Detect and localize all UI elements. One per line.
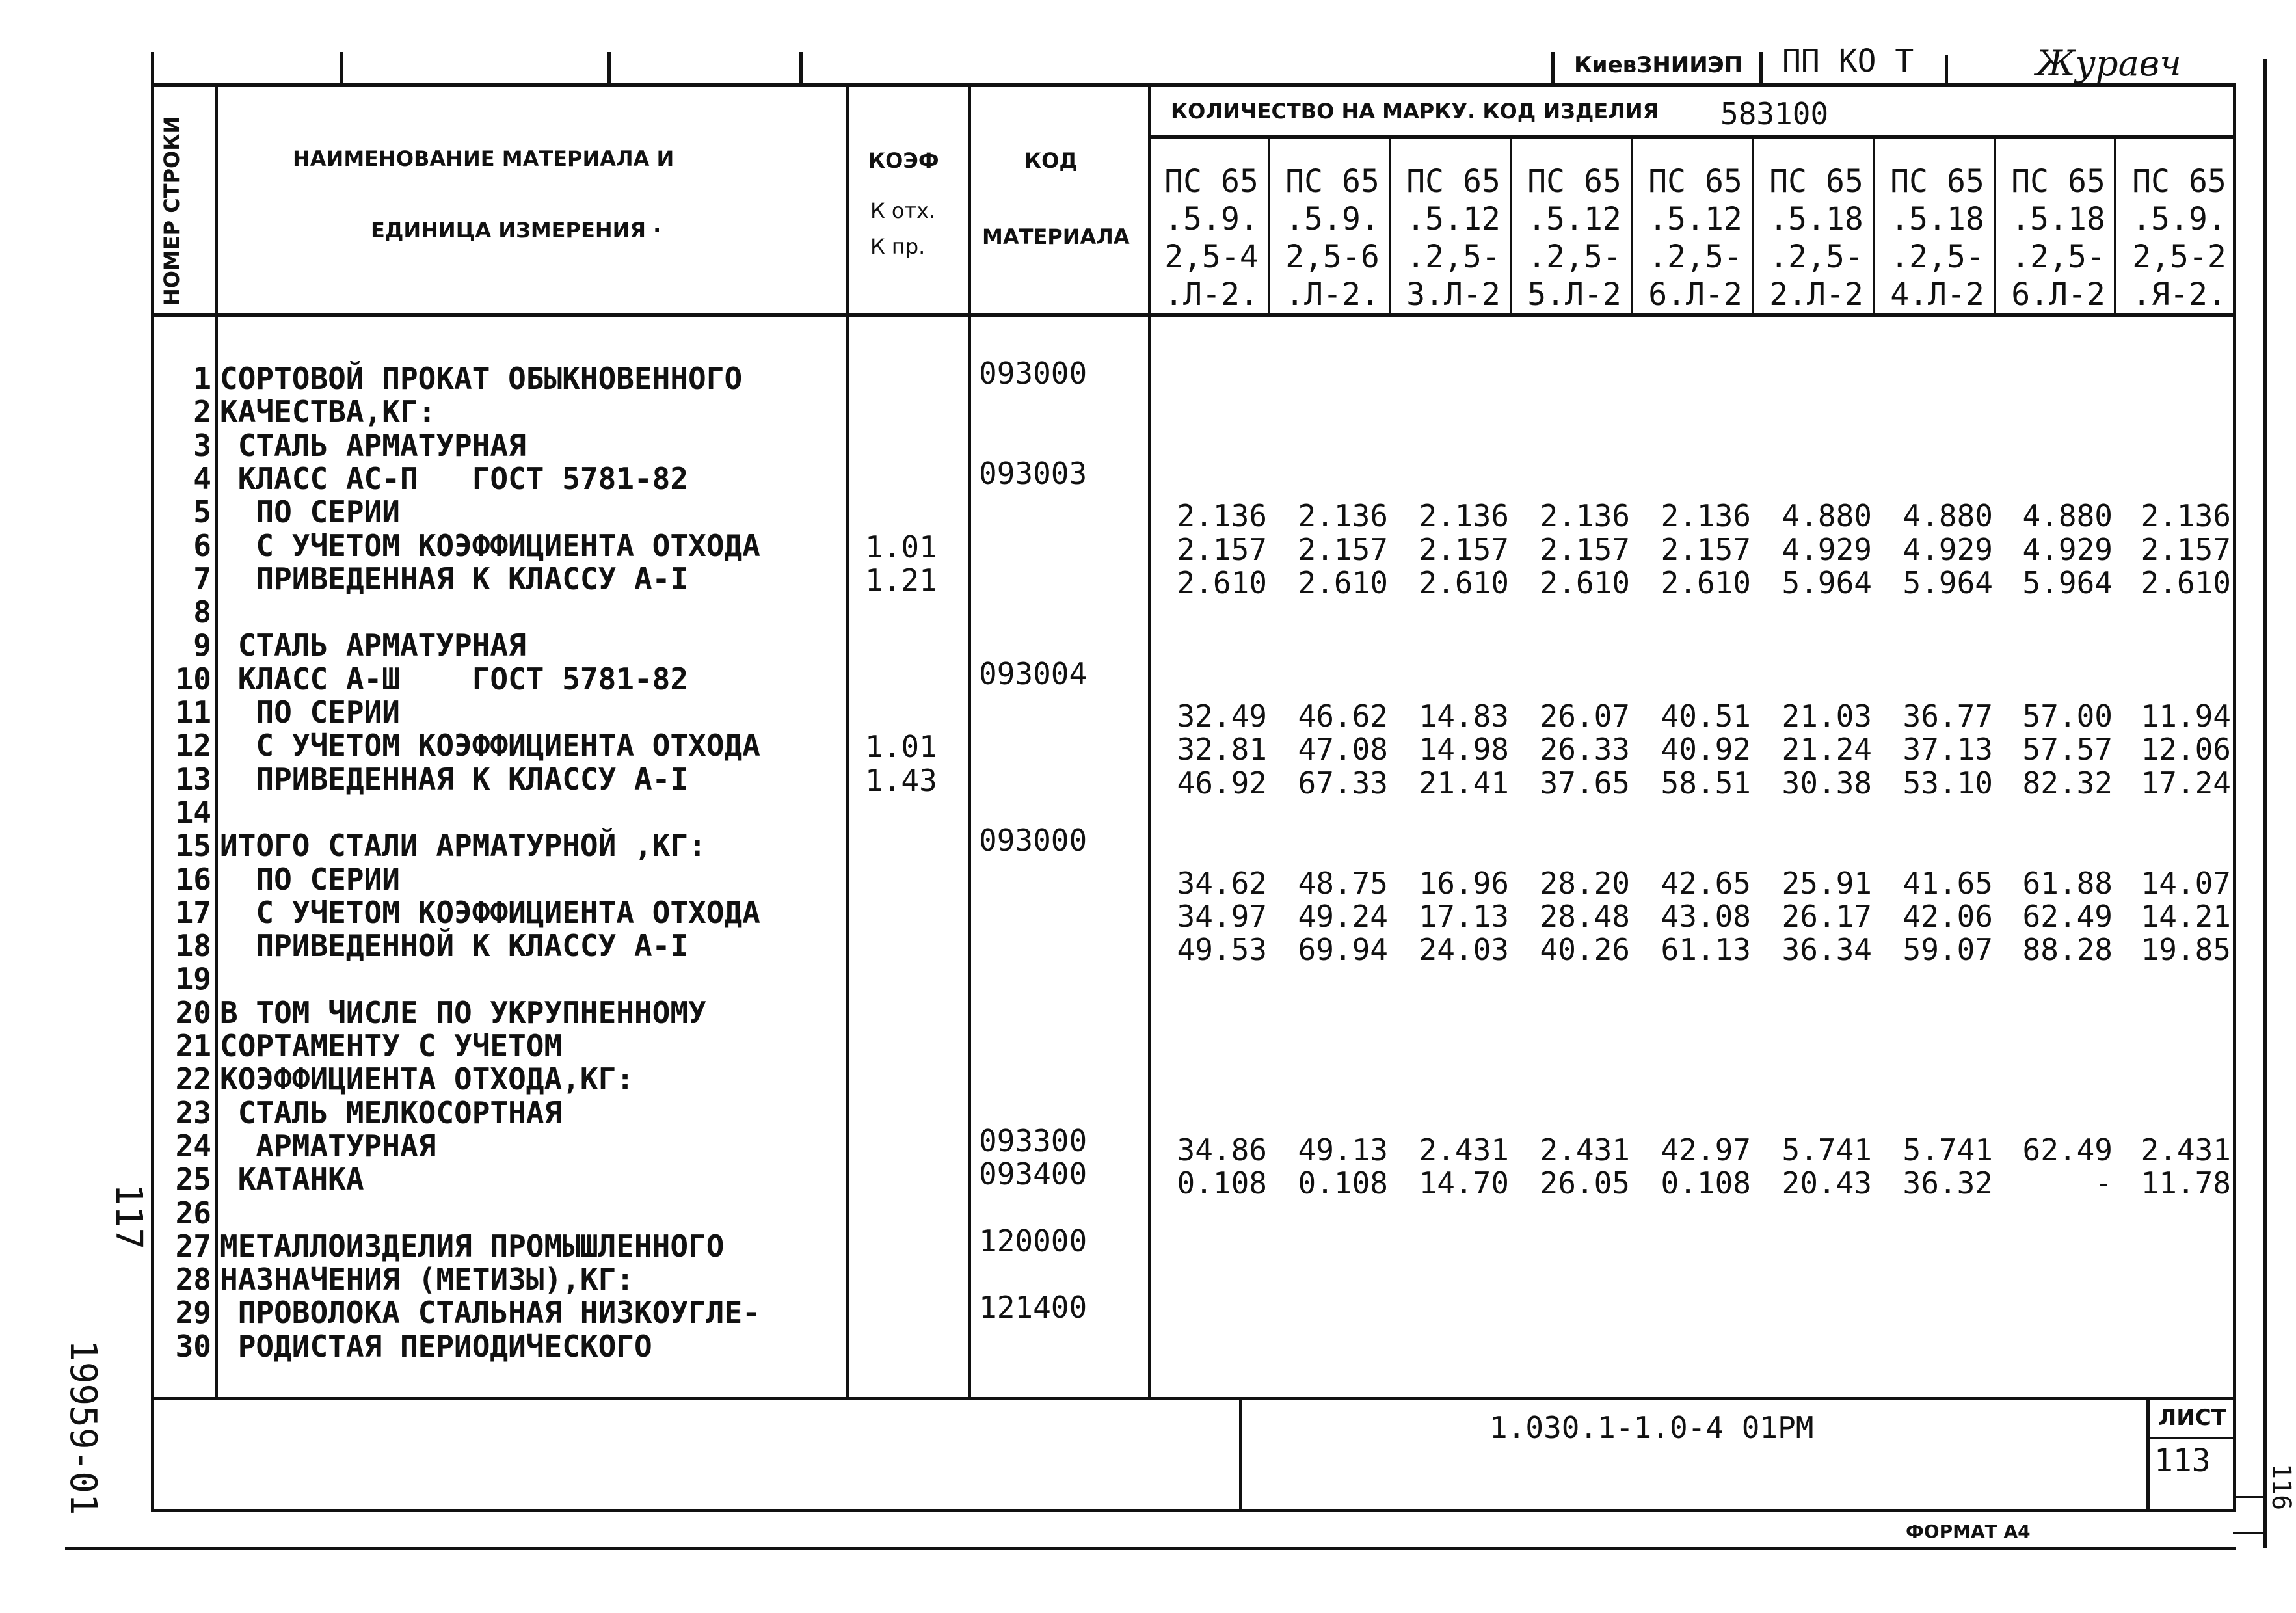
row-number: 23 (175, 1095, 211, 1130)
row-value: 2.157 (2141, 532, 2231, 567)
row-value: 40.92 (1661, 732, 1751, 767)
product-mark-label: .Л-2. (1164, 276, 1259, 313)
row-value: 5.964 (1902, 565, 1993, 600)
row-value: 34.86 (1177, 1132, 1267, 1167)
row-number: 11 (175, 695, 211, 730)
format-label: ФОРМАТ А4 (1906, 1521, 2031, 1542)
row-material-name: С УЧЕТОМ КОЭФФИЦИЕНТА ОТХОДА (220, 528, 760, 563)
product-mark-label: .2,5- (1890, 239, 1984, 275)
product-mark-label: 6.Л-2 (1648, 276, 1742, 313)
row-coefficient: 1.21 (865, 563, 937, 598)
row-number: 3 (193, 428, 211, 463)
row-number: 22 (175, 1061, 211, 1097)
product-mark-label: .Л-2. (1285, 276, 1380, 313)
row-value: - (2094, 1166, 2113, 1201)
row-value: 57.57 (2022, 732, 2113, 767)
row-value: 88.28 (2022, 932, 2113, 967)
row-value: 0.108 (1177, 1166, 1267, 1201)
row-number: 2 (193, 394, 211, 429)
row-value: 40.51 (1661, 699, 1751, 734)
row-value: 17.24 (2141, 766, 2231, 801)
row-material-name: ПРОВОЛОКА СТАЛЬНАЯ НИЗКОУГЛЕ- (220, 1295, 760, 1330)
row-value: 14.21 (2141, 899, 2231, 934)
row-material-name: РОДИСТАЯ ПЕРИОДИЧЕСКОГО (220, 1329, 652, 1364)
row-value: 14.83 (1419, 699, 1509, 734)
row-number: 17 (175, 895, 211, 930)
row-material-name: С УЧЕТОМ КОЭФФИЦИЕНТА ОТХОДА (220, 728, 760, 763)
row-value: 0.108 (1661, 1166, 1751, 1201)
sheet-number: 113 (2154, 1443, 2211, 1479)
row-number: 15 (175, 828, 211, 863)
qty-header: КОЛИЧЕСТВО НА МАРКУ. КОД ИЗДЕЛИЯ (1171, 99, 1659, 124)
row-value: 2.136 (1661, 498, 1751, 533)
row-value: 26.33 (1540, 732, 1630, 767)
row-value: 4.929 (1902, 532, 1993, 567)
row-value: 2.157 (1540, 532, 1630, 567)
row-material-name: СТАЛЬ АРМАТУРНАЯ (220, 628, 526, 663)
row-value: 40.26 (1540, 932, 1630, 967)
row-value: 2.157 (1177, 532, 1267, 567)
row-material-name: ПРИВЕДЕННОЙ К КЛАССУ А-I (220, 928, 689, 963)
row-number-header: НОМЕР СТРОКИ (159, 116, 184, 306)
row-value: 67.33 (1298, 766, 1388, 801)
row-material-code: 093000 (979, 823, 1088, 858)
row-value: 61.88 (2022, 866, 2113, 901)
row-value: 42.97 (1661, 1132, 1751, 1167)
product-mark-label: ПС 65 (1769, 163, 1863, 200)
row-material-name: СТАЛЬ МЕЛКОСОРТНАЯ (220, 1095, 563, 1130)
product-mark-label: ПС 65 (1648, 163, 1742, 200)
row-material-name: КАТАНКА (220, 1162, 364, 1197)
row-value: 2.136 (1177, 498, 1267, 533)
product-mark-label: .2,5- (1648, 239, 1742, 275)
row-value: 32.49 (1177, 699, 1267, 734)
product-mark-label: .5.18 (2011, 201, 2105, 237)
row-number: 4 (193, 461, 211, 496)
row-number: 14 (175, 795, 211, 830)
row-value: 2.610 (1419, 565, 1509, 600)
row-material-name: ИТОГО СТАЛИ АРМАТУРНОЙ ,КГ: (220, 828, 706, 863)
product-mark-label: .5.9. (2132, 201, 2226, 237)
row-number: 26 (175, 1195, 211, 1231)
row-value: 2.610 (1661, 565, 1751, 600)
row-number: 12 (175, 728, 211, 763)
row-value: 2.610 (1298, 565, 1388, 600)
code-header-line2: МАТЕРИАЛА (982, 224, 1130, 249)
row-value: 5.741 (1782, 1132, 1872, 1167)
row-value: 2.136 (2141, 498, 2231, 533)
row-value: 57.00 (2022, 699, 2113, 734)
row-number: 25 (175, 1162, 211, 1197)
row-material-code: 093000 (979, 356, 1088, 391)
row-value: 21.24 (1782, 732, 1872, 767)
row-value: 2.157 (1298, 532, 1388, 567)
product-mark-label: .5.18 (1890, 201, 1984, 237)
row-number: 7 (193, 561, 211, 596)
row-value: 49.53 (1177, 932, 1267, 967)
row-material-name: НАЗНАЧЕНИЯ (МЕТИЗЫ),КГ: (220, 1262, 634, 1297)
product-code: 583100 (1720, 96, 1829, 131)
row-material-name: КЛАСС АС-П ГОСТ 5781-82 (220, 461, 689, 496)
row-number: 18 (175, 928, 211, 963)
row-value: 26.17 (1782, 899, 1872, 934)
row-value: 2.136 (1540, 498, 1630, 533)
row-number: 1 (193, 361, 211, 396)
row-value: 46.62 (1298, 699, 1388, 734)
row-value: 36.77 (1902, 699, 1993, 734)
row-value: 14.07 (2141, 866, 2231, 901)
row-number: 30 (175, 1329, 211, 1364)
row-material-code: 120000 (979, 1223, 1088, 1259)
row-value: 26.05 (1540, 1166, 1630, 1201)
row-number: 9 (193, 628, 211, 663)
row-number: 6 (193, 528, 211, 563)
product-mark-label: 4.Л-2 (1890, 276, 1984, 313)
row-value: 2.610 (2141, 565, 2231, 600)
row-value: 47.08 (1298, 732, 1388, 767)
row-value: 2.431 (1540, 1132, 1630, 1167)
row-value: 46.92 (1177, 766, 1267, 801)
code-header-line1: КОД (1024, 148, 1078, 173)
row-number: 10 (175, 661, 211, 697)
row-number: 13 (175, 762, 211, 797)
row-number: 19 (175, 961, 211, 996)
row-value: 11.78 (2141, 1166, 2231, 1201)
row-value: 20.43 (1782, 1166, 1872, 1201)
product-mark-label: .2,5- (1406, 239, 1501, 275)
row-value: 2.136 (1419, 498, 1509, 533)
product-mark-label: 3.Л-2 (1406, 276, 1501, 313)
coef-header-line1: КОЭФ (868, 148, 939, 173)
row-material-name: СОРТАМЕНТУ С УЧЕТОМ (220, 1028, 563, 1063)
row-value: 14.98 (1419, 732, 1509, 767)
row-value: 19.85 (2141, 932, 2231, 967)
product-mark-label: 2,5-4 (1164, 239, 1259, 275)
row-value: 43.08 (1661, 899, 1751, 934)
product-mark-label: .2,5- (2011, 239, 2105, 275)
row-value: 34.62 (1177, 866, 1267, 901)
row-coefficient: 1.01 (865, 529, 937, 565)
row-material-name: КАЧЕСТВА,КГ: (220, 394, 436, 429)
row-material-name: С УЧЕТОМ КОЭФФИЦИЕНТА ОТХОДА (220, 895, 760, 930)
row-material-name: СОРТОВОЙ ПРОКАТ ОБЫКНОВЕННОГО (220, 361, 743, 396)
product-mark-label: ПС 65 (1285, 163, 1380, 200)
row-value: 69.94 (1298, 932, 1388, 967)
product-mark-label: ПС 65 (1890, 163, 1984, 200)
row-value: 37.13 (1902, 732, 1993, 767)
product-mark-label: .2,5- (1527, 239, 1622, 275)
row-number: 27 (175, 1229, 211, 1264)
row-value: 28.20 (1540, 866, 1630, 901)
row-value: 21.41 (1419, 766, 1509, 801)
product-mark-label: .Я-2. (2132, 276, 2226, 313)
row-number: 28 (175, 1262, 211, 1297)
row-material-code: 121400 (979, 1290, 1088, 1325)
row-number: 24 (175, 1128, 211, 1164)
coef-header-line2: К отх. (870, 198, 936, 223)
row-value: 16.96 (1419, 866, 1509, 901)
row-value: 0.108 (1298, 1166, 1388, 1201)
row-value: 59.07 (1902, 932, 1993, 967)
row-value: 32.81 (1177, 732, 1267, 767)
row-value: 4.929 (1782, 532, 1872, 567)
name-header-line1: НАИМЕНОВАНИЕ МАТЕРИАЛА И (293, 146, 674, 171)
row-value: 61.13 (1661, 932, 1751, 967)
row-value: 4.880 (1902, 498, 1993, 533)
row-value: 37.65 (1540, 766, 1630, 801)
row-value: 42.65 (1661, 866, 1751, 901)
row-value: 2.157 (1661, 532, 1751, 567)
row-material-name: МЕТАЛЛОИЗДЕЛИЯ ПРОМЫШЛЕННОГО (220, 1229, 725, 1264)
product-mark-label: 2,5-2 (2132, 239, 2226, 275)
product-mark-label: 2.Л-2 (1769, 276, 1863, 313)
row-value: 58.51 (1661, 766, 1751, 801)
row-value: 4.929 (2022, 532, 2113, 567)
row-value: 4.880 (1782, 498, 1872, 533)
document-code: 1.030.1-1.0-4 01РМ (1489, 1410, 1814, 1445)
signature: Журавч (2036, 43, 2182, 84)
row-value: 14.70 (1419, 1166, 1509, 1201)
row-value: 25.91 (1782, 866, 1872, 901)
product-mark-label: .2,5- (1769, 239, 1863, 275)
row-value: 2.610 (1540, 565, 1630, 600)
org-name: КиевЗНИИЭП (1574, 52, 1743, 78)
row-material-name: КЛАСС А-Ш ГОСТ 5781-82 (220, 661, 689, 697)
name-header-line2: ЕДИНИЦА ИЗМЕРЕНИЯ · (371, 218, 661, 243)
row-value: 2.157 (1419, 532, 1509, 567)
row-value: 11.94 (2141, 699, 2231, 734)
row-coefficient: 1.43 (865, 763, 937, 798)
row-value: 82.32 (2022, 766, 2113, 801)
row-material-name: ПО СЕРИИ (220, 862, 400, 897)
product-mark-label: ПС 65 (1527, 163, 1622, 200)
row-value: 26.07 (1540, 699, 1630, 734)
row-value: 5.741 (1902, 1132, 1993, 1167)
row-number: 21 (175, 1028, 211, 1063)
row-material-name: ПРИВЕДЕННАЯ К КЛАССУ А-I (220, 561, 689, 596)
row-value: 2.431 (2141, 1132, 2231, 1167)
row-value: 5.964 (1782, 565, 1872, 600)
sheet-label: ЛИСТ (2158, 1405, 2226, 1431)
row-value: 2.610 (1177, 565, 1267, 600)
row-value: 5.964 (2022, 565, 2113, 600)
product-mark-label: .5.12 (1406, 201, 1501, 237)
row-material-name: ПРИВЕДЕННАЯ К КЛАССУ А-I (220, 762, 689, 797)
product-mark-label: ПС 65 (2132, 163, 2226, 200)
row-value: 28.48 (1540, 899, 1630, 934)
row-value: 4.880 (2022, 498, 2113, 533)
row-value: 17.13 (1419, 899, 1509, 934)
row-value: 49.13 (1298, 1132, 1388, 1167)
row-value: 49.24 (1298, 899, 1388, 934)
row-coefficient: 1.01 (865, 729, 937, 764)
row-value: 34.97 (1177, 899, 1267, 934)
product-mark-label: 6.Л-2 (2011, 276, 2105, 313)
project-code: ПП КО Т (1782, 43, 1914, 79)
product-mark-label: .5.12 (1648, 201, 1742, 237)
product-mark-label: .5.9. (1285, 201, 1380, 237)
row-number: 20 (175, 995, 211, 1030)
product-mark-label: .5.18 (1769, 201, 1863, 237)
product-mark-label: .5.12 (1527, 201, 1622, 237)
product-mark-label: ПС 65 (1164, 163, 1259, 200)
row-value: 30.38 (1782, 766, 1872, 801)
product-mark-label: 2,5-6 (1285, 239, 1380, 275)
row-material-code: 093003 (979, 456, 1088, 491)
row-material-name: АРМАТУРНАЯ (220, 1128, 436, 1164)
product-mark-label: ПС 65 (2011, 163, 2105, 200)
row-material-name: В ТОМ ЧИСЛЕ ПО УКРУПНЕННОМУ (220, 995, 706, 1030)
row-value: 12.06 (2141, 732, 2231, 767)
coef-header-line3: К пр. (870, 234, 926, 259)
row-material-code: 093004 (979, 656, 1088, 691)
row-material-code: 093400 (979, 1156, 1088, 1192)
product-mark-label: ПС 65 (1406, 163, 1501, 200)
row-number: 8 (193, 594, 211, 630)
inventory-number: 19959-01 (62, 1340, 104, 1515)
row-material-name: ПО СЕРИИ (220, 494, 400, 529)
row-value: 53.10 (1902, 766, 1993, 801)
left-page-number: 117 (107, 1184, 150, 1250)
row-material-name: ПО СЕРИИ (220, 695, 400, 730)
row-value: 21.03 (1782, 699, 1872, 734)
product-mark-label: .5.9. (1164, 201, 1259, 237)
row-value: 48.75 (1298, 866, 1388, 901)
row-value: 62.49 (2022, 1132, 2113, 1167)
row-value: 41.65 (1902, 866, 1993, 901)
row-value: 62.49 (2022, 899, 2113, 934)
row-number: 16 (175, 862, 211, 897)
row-number: 29 (175, 1295, 211, 1330)
row-value: 36.32 (1902, 1166, 1993, 1201)
row-material-name: КОЭФФИЦИЕНТА ОТХОДА,КГ: (220, 1061, 634, 1097)
product-mark-label: 5.Л-2 (1527, 276, 1622, 313)
row-value: 42.06 (1902, 899, 1993, 934)
row-number: 5 (193, 494, 211, 529)
right-page-number: 116 (2266, 1463, 2296, 1511)
row-value: 2.431 (1419, 1132, 1509, 1167)
row-material-name: СТАЛЬ АРМАТУРНАЯ (220, 428, 526, 463)
row-value: 24.03 (1419, 932, 1509, 967)
row-value: 36.34 (1782, 932, 1872, 967)
row-material-code: 093300 (979, 1123, 1088, 1158)
row-value: 2.136 (1298, 498, 1388, 533)
